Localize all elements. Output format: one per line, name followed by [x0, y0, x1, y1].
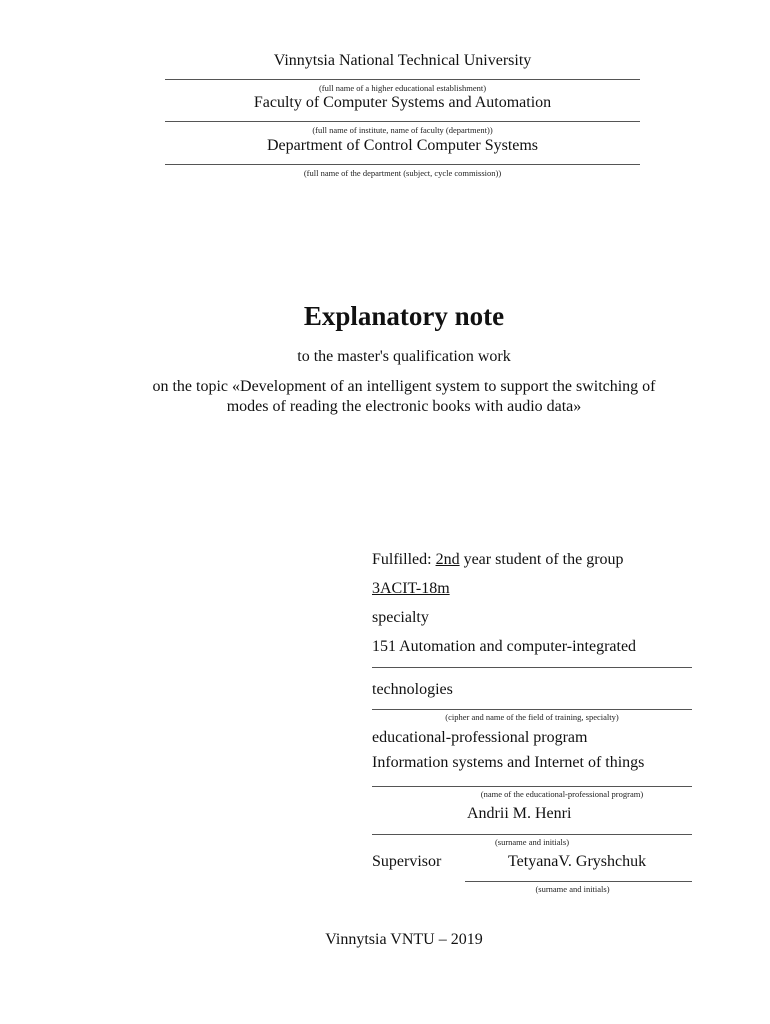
- department-caption: (full name of the department (subject, cycle commission)): [303, 168, 502, 178]
- footer-place-year: Vinnytsia VNTU – 2019: [325, 931, 483, 948]
- specialty-label: specialty: [372, 609, 429, 626]
- fulfilled-prefix: Fulfilled:: [372, 551, 432, 568]
- program-underline: [372, 786, 692, 787]
- specialty-caption: (cipher and name of the field of training, specialty): [445, 712, 619, 722]
- topic-line-2: modes of reading the electronic books with audio data»: [226, 398, 582, 415]
- university-name: Vinnytsia National Technical University: [273, 52, 532, 69]
- department-underline: [165, 164, 640, 165]
- specialty-underline-1: [372, 667, 692, 668]
- program-label: educational-professional program: [372, 729, 588, 746]
- topic-line-1: on the topic «Development of an intelligent system to support the switching of: [152, 378, 656, 395]
- specialty-line-1: 151 Automation and computer-integrated: [372, 638, 637, 655]
- specialty-underline-2: [372, 709, 692, 710]
- supervisor-caption: (surname and initials): [535, 884, 610, 894]
- fulfilled-suffix: year student of the group: [463, 551, 624, 568]
- faculty-underline: [165, 121, 640, 122]
- specialty-line-2: technologies: [372, 681, 453, 698]
- faculty-name: Faculty of Computer Systems and Automation: [253, 94, 552, 111]
- supervisor-name: TetyanaV. Gryshchuk: [508, 853, 647, 870]
- document-subtitle: to the master's qualification work: [297, 348, 511, 365]
- document-title: Explanatory note: [303, 301, 505, 331]
- student-name-underline: [372, 834, 692, 835]
- program-name: Information systems and Internet of things: [372, 754, 645, 771]
- faculty-caption: (full name of institute, name of faculty (department)): [312, 125, 493, 135]
- supervisor-underline: [465, 881, 692, 882]
- university-underline: [165, 79, 640, 80]
- student-group: 3ACIT-18m: [372, 580, 450, 597]
- program-caption: (name of the educational-professional program): [480, 789, 644, 799]
- fulfilled-line: [372, 551, 712, 569]
- student-name: Andrii M. Henri: [467, 805, 572, 822]
- department-name: Department of Control Computer Systems: [266, 137, 539, 154]
- university-caption: (full name of a higher educational establishment): [318, 83, 487, 93]
- student-name-caption: (surname and initials): [494, 837, 570, 847]
- student-year: 2nd: [435, 551, 460, 568]
- supervisor-label: Supervisor: [372, 853, 442, 870]
